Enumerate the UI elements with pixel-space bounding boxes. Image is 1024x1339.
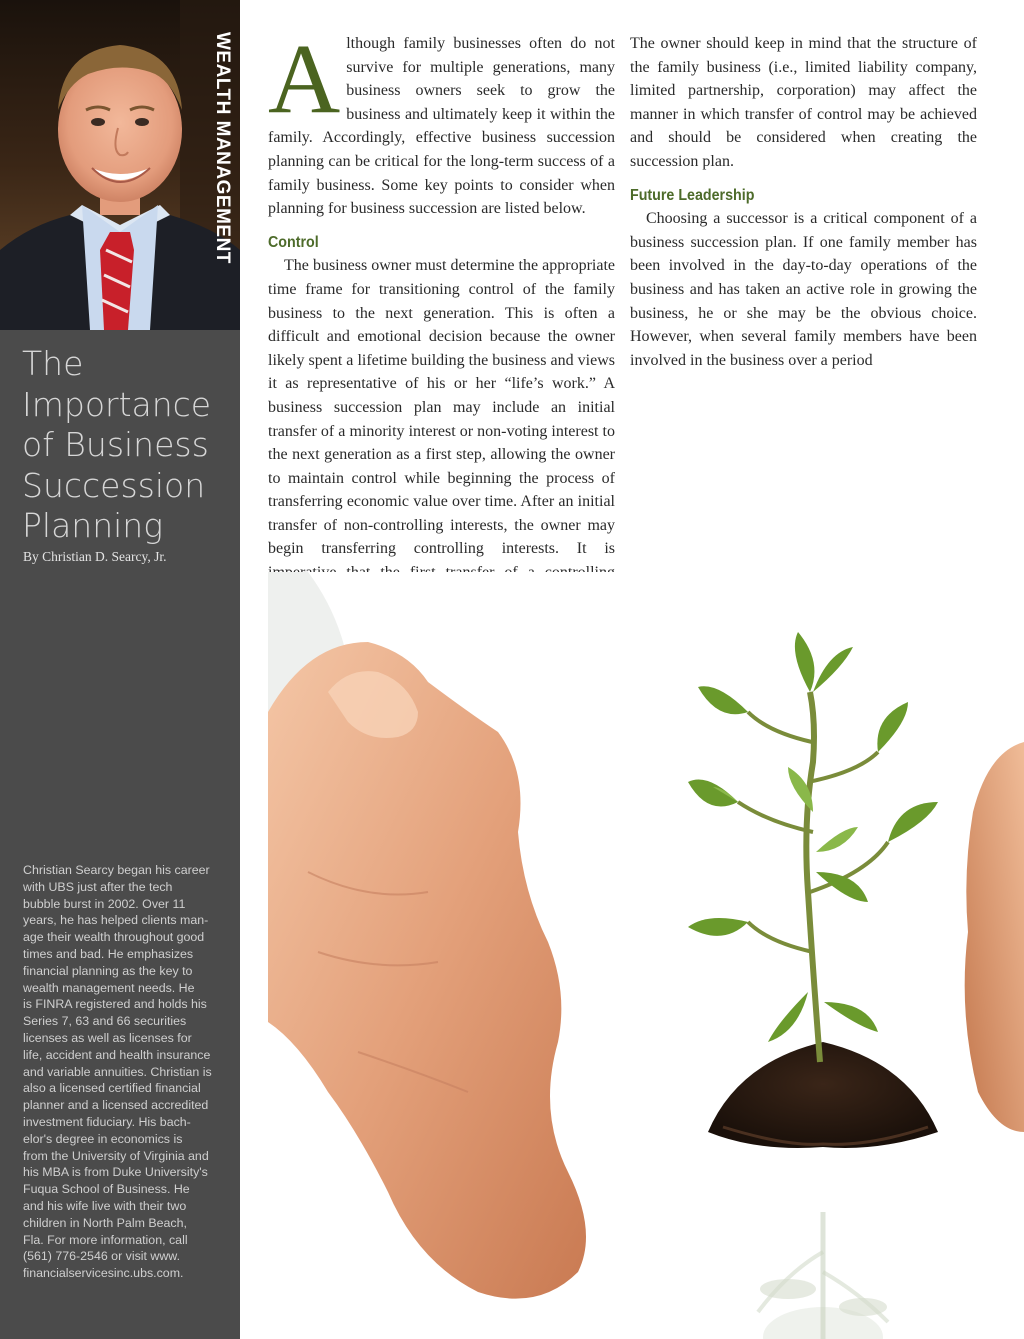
bio-line: investment fiduciary. His bach- bbox=[23, 1114, 191, 1129]
bio-line: life, accident and health insurance bbox=[23, 1047, 211, 1062]
article-column-2 bbox=[630, 32, 977, 372]
control-paragraph: The business owner must determine the appropriate time frame for transitioning control of the family business to the next generation. This is often a difficult and emotional decision because the owner likely spent a lifetime building the business and views it as representative of his or her “life’s work.” A business succession plan may include an initial transfer of a minority interest or non-voting interest to the next generation as a first step, allowing the owner to maintain control while beginning the process of transferring economic value over time. After an initial transfer of non-controlling interests, the owner may begin transferring controlling interests. It is bbox=[268, 257, 615, 558]
bio-line: times and bad. He emphasizes bbox=[23, 946, 194, 961]
intro-paragraph: lthough family businesses often do not survive for multiple generations, many business owners seek to grow the business and ultimately keep it within the family. Accordingly, effective business succession planning can be critical for the long-term success of a family business. Some key points to consider when planning for business succession are listed below. bbox=[268, 35, 615, 218]
bio-line: from the University of Virginia and bbox=[23, 1148, 209, 1163]
sidebar bbox=[0, 0, 240, 1339]
bio-line: and his wife live with their two bbox=[23, 1198, 187, 1213]
bio-line: age their wealth throughout good bbox=[23, 930, 205, 945]
bio-line: Fuqua School of Business. He bbox=[23, 1182, 190, 1197]
author-photo bbox=[0, 0, 240, 330]
bio-line: Series 7, 63 and 66 securities bbox=[23, 1014, 187, 1029]
section-tag: WEALTH MANAGEMENT bbox=[212, 32, 233, 264]
title-line: Planning bbox=[22, 506, 164, 545]
bio-line: is FINRA registered and holds his bbox=[23, 997, 207, 1012]
title-line: The bbox=[22, 344, 84, 383]
leadership-paragraph: Choosing a successor is a critical component of a business succession plan. If one family member has been involved in the day-to-day operations of the business and has taken an active role in growing the business, he or she may be the obvious choice. However, when several family members have been involved in the business over a period bbox=[630, 210, 977, 369]
title-line: of Business bbox=[22, 425, 209, 464]
article-title bbox=[22, 344, 232, 547]
author-bio bbox=[23, 862, 229, 1282]
bio-line: Christian Searcy began his career bbox=[23, 863, 210, 877]
bio-line: and variable annuities. Christian is bbox=[23, 1064, 212, 1079]
control-paragraph-structure: The owner should keep in mind that the structure of the family business (i.e., limited liability company, limited partnership, corporation) may affect the manner in which transfer of control may be achieved and should be considered when creating the succession plan. bbox=[630, 35, 977, 170]
section-heading-control: Control bbox=[268, 233, 319, 251]
section-heading-future-leadership: Future Leadership bbox=[630, 186, 755, 204]
bio-line: licenses as well as licenses for bbox=[23, 1030, 192, 1045]
bio-line: bubble burst in 2002. Over 11 bbox=[23, 896, 186, 911]
bio-line: elor's degree in economics is bbox=[23, 1131, 183, 1146]
title-line: Succession bbox=[22, 465, 206, 505]
bio-line: with UBS just after the tech bbox=[23, 879, 173, 894]
byline: By Christian D. Searcy, Jr. bbox=[23, 549, 167, 564]
bio-line: financialservicesinc.ubs.com. bbox=[23, 1266, 184, 1281]
bio-line: (561) 776-2546 or visit www. bbox=[23, 1249, 181, 1264]
bio-line: financial planning as the key to bbox=[23, 963, 193, 978]
hands-seedling-illustration bbox=[268, 572, 1024, 1339]
bio-line: planner and a licensed accredited bbox=[23, 1098, 209, 1113]
title-line: Importance bbox=[22, 384, 212, 424]
bio-line: Fla. For more information, call bbox=[23, 1232, 188, 1247]
bio-line: children in North Palm Beach, bbox=[23, 1215, 187, 1230]
bio-line: years, he has helped clients man- bbox=[23, 913, 209, 928]
bio-line: his MBA is from Duke University's bbox=[23, 1165, 208, 1180]
bio-line: also a licensed certified financial bbox=[23, 1081, 201, 1096]
drop-cap: A bbox=[268, 23, 341, 134]
bio-line: wealth management needs. He bbox=[23, 980, 195, 995]
